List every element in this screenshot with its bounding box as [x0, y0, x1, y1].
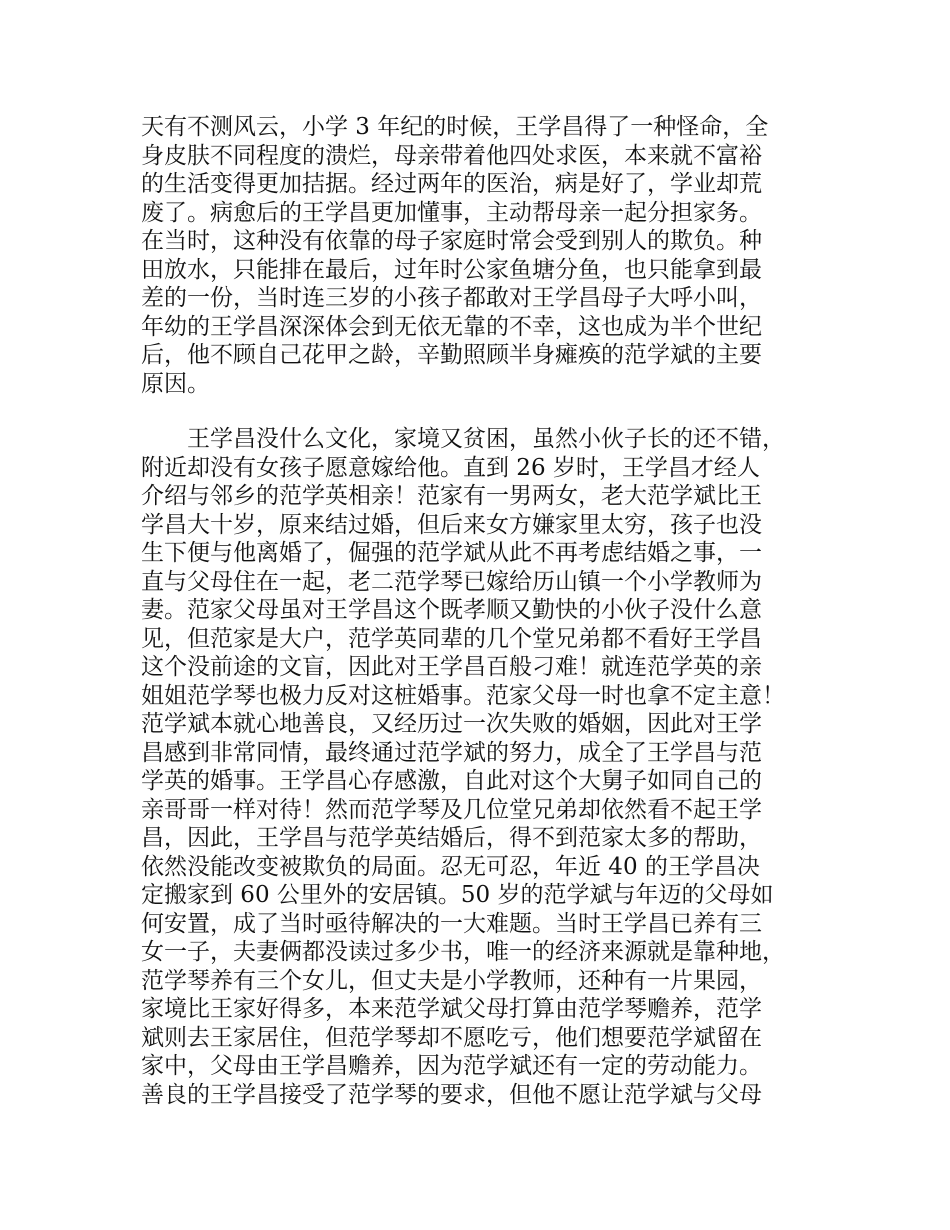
text-line: 差的一份，当时连三岁的小孩子都敢对王学昌母子大呼小叫，: [141, 285, 762, 311]
text-line: 亲哥哥一样对待！然而范学琴及几位堂兄弟却依然看不起王学: [141, 796, 762, 823]
text-line: 昌，因此，王学昌与范学英结婚后，得不到范家太多的帮助，: [141, 825, 762, 851]
text-line: 在当时，这种没有依靠的母子家庭时常会受到别人的欺负。种: [141, 228, 762, 254]
text-line: 学英的婚事。王学昌心存感激，自此对这个大舅子如同自己的: [141, 768, 762, 794]
text-line: 见，但范家是大户，范学英同辈的几个堂兄弟都不看好王学昌: [141, 625, 762, 652]
text-line: 家境比王家好得多，本来范学斌父母打算由范学琴赡养，范学: [141, 996, 762, 1022]
text-line: 何安置，成了当时亟待解决的一大难题。当时王学昌已养有三: [141, 910, 762, 937]
text-line: 姐姐范学琴也极力反对这桩婚事。范家父母一时也拿不定主意！: [141, 682, 785, 709]
text-line: 依然没能改变被欺负的局面。忍无可忍，年近 40 的王学昌决: [141, 853, 760, 880]
text-line: 原因。: [141, 370, 210, 397]
text-line: 善良的王学昌接受了范学琴的要求，但他不愿让范学斌与父母: [141, 1081, 762, 1108]
text-line: 范学琴养有三个女儿，但丈夫是小学教师，还种有一片果园，: [141, 967, 762, 994]
paragraph-1: [141, 113, 831, 398]
paragraph-2: [141, 425, 831, 1109]
text-line: 学昌大十岁，原来结过婚，但后来女方嫌家里太穷，孩子也没: [141, 511, 762, 538]
text-line: 废了。病愈后的王学昌更加懂事，主动帮母亲一起分担家务。: [141, 199, 762, 226]
text-line: 介绍与邻乡的范学英相亲！范家有一男两女，老大范学斌比王: [141, 483, 762, 509]
text-line: 生下便与他离婚了，倔强的范学斌从此不再考虑结婚之事，一: [141, 540, 762, 566]
text-line: 年幼的王学昌深深体会到无依无靠的不幸，这也成为半个世纪: [141, 313, 762, 340]
text-line: 的生活变得更加拮据。经过两年的医治，病是好了，学业却荒: [141, 171, 762, 197]
text-line: 范学斌本就心地善良，又经历过一次失败的婚姻，因此对王学: [141, 711, 762, 737]
text-line: 附近却没有女孩子愿意嫁给他。直到 26 岁时，王学昌才经人: [141, 454, 760, 481]
text-line: 斌则去王家居住，但范学琴却不愿吃亏，他们想要范学斌留在: [141, 1024, 762, 1051]
text-line: 昌感到非常同情，最终通过范学斌的努力，成全了王学昌与范: [141, 739, 762, 766]
text-line: 直与父母住在一起，老二范学琴已嫁给历山镇一个小学教师为: [141, 568, 762, 595]
text-line: 妻。范家父母虽对王学昌这个既孝顺又勤快的小伙子没什么意: [141, 597, 762, 623]
text-line: 天有不测风云，小学 3 年纪的时候，王学昌得了一种怪命，全: [141, 114, 769, 140]
text-line: 后，他不顾自己花甲之龄，辛勤照顾半身瘫痪的范学斌的主要: [141, 342, 762, 368]
text-line: 这个没前途的文盲，因此对王学昌百般刁难！就连范学英的亲: [141, 654, 762, 680]
text-line: 定搬家到 60 公里外的安居镇。50 岁的范学斌与年迈的父母如: [141, 882, 774, 908]
text-line: 家中，父母由王学昌赡养，因为范学斌还有一定的劳动能力。: [141, 1053, 762, 1079]
text-line: 女一子，夫妻俩都没读过多少书，唯一的经济来源就是靠种地，: [141, 939, 785, 965]
text-line: 身皮肤不同程度的溃烂，母亲带着他四处求医，本来就不富裕: [141, 142, 762, 169]
text-line: 王学昌没什么文化，家境又贫困，虽然小伙子长的还不错，: [141, 426, 785, 452]
text-line: 田放水，只能排在最后，过年时公家鱼塘分鱼，也只能拿到最: [141, 256, 762, 283]
